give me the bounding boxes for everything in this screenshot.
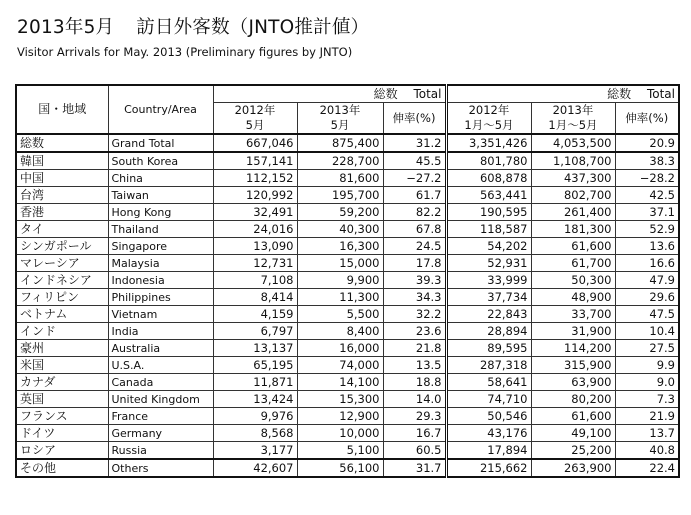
cell-2013-may: 12,900: [297, 408, 383, 425]
header-group-ytd: 総数 Total: [446, 85, 679, 103]
cell-growth-month: −27.2: [383, 170, 446, 187]
cell-growth-month: 34.3: [383, 289, 446, 306]
cell-growth-ytd: 47.9: [615, 272, 679, 289]
cell-2013-ytd: 63,900: [531, 374, 615, 391]
table-row: [16, 272, 679, 289]
table-row: [16, 187, 679, 204]
cell-growth-month: 67.8: [383, 221, 446, 238]
cell-growth-ytd: 22.4: [615, 459, 679, 477]
cell-2012-may: 667,046: [213, 134, 297, 152]
header-country-en: Country/Area: [108, 85, 213, 134]
cell-2012-ytd: 3,351,426: [446, 134, 531, 152]
cell-2013-ytd: 25,200: [531, 442, 615, 460]
header-country-jp: 国・地域: [16, 85, 108, 134]
table-row: [16, 204, 679, 221]
cell-country-jp: 総数: [16, 134, 108, 152]
title-date: 2013年5月: [17, 17, 115, 38]
cell-country-jp: 豪州: [16, 340, 108, 357]
table-row: [16, 425, 679, 442]
cell-country-jp: 台湾: [16, 187, 108, 204]
cell-country-en: Philippines: [108, 289, 213, 306]
cell-2012-may: 6,797: [213, 323, 297, 340]
cell-2013-may: 10,000: [297, 425, 383, 442]
cell-growth-month: 24.5: [383, 238, 446, 255]
page-title: [17, 13, 369, 39]
cell-2013-may: 195,700: [297, 187, 383, 204]
cell-2012-ytd: 43,176: [446, 425, 531, 442]
cell-growth-month: 32.2: [383, 306, 446, 323]
cell-growth-ytd: 9.9: [615, 357, 679, 374]
table-row: [16, 152, 679, 170]
cell-2013-may: 228,700: [297, 152, 383, 170]
cell-country-en: United Kingdom: [108, 391, 213, 408]
cell-2013-may: 81,600: [297, 170, 383, 187]
cell-country-jp: カナダ: [16, 374, 108, 391]
cell-2012-may: 24,016: [213, 221, 297, 238]
cell-2013-may: 15,000: [297, 255, 383, 272]
cell-growth-ytd: 40.8: [615, 442, 679, 460]
cell-2013-ytd: 61,600: [531, 408, 615, 425]
cell-country-en: Vietnam: [108, 306, 213, 323]
cell-country-en: Germany: [108, 425, 213, 442]
cell-country-en: U.S.A.: [108, 357, 213, 374]
cell-2013-may: 15,300: [297, 391, 383, 408]
cell-2013-ytd: 1,108,700: [531, 152, 615, 170]
cell-2013-ytd: 31,900: [531, 323, 615, 340]
cell-2012-ytd: 50,546: [446, 408, 531, 425]
cell-growth-ytd: 10.4: [615, 323, 679, 340]
cell-2013-ytd: 61,600: [531, 238, 615, 255]
cell-country-en: Hong Kong: [108, 204, 213, 221]
cell-2012-may: 12,731: [213, 255, 297, 272]
cell-2012-ytd: 58,641: [446, 374, 531, 391]
cell-2012-may: 13,090: [213, 238, 297, 255]
cell-growth-ytd: 16.6: [615, 255, 679, 272]
cell-2012-may: 13,424: [213, 391, 297, 408]
cell-2013-may: 11,300: [297, 289, 383, 306]
cell-growth-month: 31.2: [383, 134, 446, 152]
table-row: [16, 374, 679, 391]
cell-growth-ytd: 47.5: [615, 306, 679, 323]
cell-2012-may: 8,568: [213, 425, 297, 442]
table-row: [16, 306, 679, 323]
cell-country-jp: 英国: [16, 391, 108, 408]
header-2012-may: 2012年 5月: [213, 103, 297, 135]
table-row: [16, 238, 679, 255]
cell-country-jp: タイ: [16, 221, 108, 238]
cell-2013-ytd: 33,700: [531, 306, 615, 323]
header-2013-may: 2013年 5月: [297, 103, 383, 135]
cell-growth-ytd: 7.3: [615, 391, 679, 408]
cell-2013-ytd: 48,900: [531, 289, 615, 306]
cell-2013-may: 9,900: [297, 272, 383, 289]
cell-country-jp: マレーシア: [16, 255, 108, 272]
cell-2013-ytd: 114,200: [531, 340, 615, 357]
visitor-arrivals-table: [15, 84, 680, 478]
cell-country-en: Australia: [108, 340, 213, 357]
cell-growth-ytd: 38.3: [615, 152, 679, 170]
cell-2013-may: 74,000: [297, 357, 383, 374]
cell-growth-month: 61.7: [383, 187, 446, 204]
table-row: [16, 408, 679, 425]
cell-2012-ytd: 215,662: [446, 459, 531, 477]
cell-growth-ytd: 21.9: [615, 408, 679, 425]
cell-2012-ytd: 89,595: [446, 340, 531, 357]
cell-2012-may: 13,137: [213, 340, 297, 357]
cell-2012-may: 11,871: [213, 374, 297, 391]
table-row: [16, 340, 679, 357]
cell-2013-ytd: 437,300: [531, 170, 615, 187]
cell-growth-ytd: 20.9: [615, 134, 679, 152]
table-row: [16, 255, 679, 272]
cell-2012-may: 9,976: [213, 408, 297, 425]
cell-growth-ytd: 52.9: [615, 221, 679, 238]
cell-2013-may: 5,100: [297, 442, 383, 460]
cell-2012-ytd: 52,931: [446, 255, 531, 272]
cell-growth-month: 18.8: [383, 374, 446, 391]
cell-2012-may: 120,992: [213, 187, 297, 204]
cell-2013-may: 14,100: [297, 374, 383, 391]
cell-2012-may: 4,159: [213, 306, 297, 323]
cell-country-en: Russia: [108, 442, 213, 460]
cell-2012-ytd: 287,318: [446, 357, 531, 374]
cell-country-jp: インドネシア: [16, 272, 108, 289]
cell-country-en: South Korea: [108, 152, 213, 170]
cell-growth-month: 23.6: [383, 323, 446, 340]
cell-2012-may: 3,177: [213, 442, 297, 460]
cell-2013-may: 16,000: [297, 340, 383, 357]
cell-2012-ytd: 17,894: [446, 442, 531, 460]
cell-2012-may: 65,195: [213, 357, 297, 374]
cell-2013-ytd: 263,900: [531, 459, 615, 477]
cell-2012-ytd: 563,441: [446, 187, 531, 204]
cell-2012-may: 42,607: [213, 459, 297, 477]
cell-growth-month: 31.7: [383, 459, 446, 477]
table-row: [16, 323, 679, 340]
cell-growth-month: 13.5: [383, 357, 446, 374]
cell-country-en: China: [108, 170, 213, 187]
cell-2012-ytd: 54,202: [446, 238, 531, 255]
page-subtitle: Visitor Arrivals for May. 2013 (Preliminary figures by JNTO): [17, 45, 353, 59]
cell-growth-month: 45.5: [383, 152, 446, 170]
cell-2013-ytd: 315,900: [531, 357, 615, 374]
cell-growth-month: 16.7: [383, 425, 446, 442]
table-row: [16, 134, 679, 152]
title-main: 訪日外客数（JNTO推計値）: [136, 17, 370, 38]
cell-2013-may: 16,300: [297, 238, 383, 255]
cell-country-en: Indonesia: [108, 272, 213, 289]
cell-2013-ytd: 4,053,500: [531, 134, 615, 152]
cell-country-en: Others: [108, 459, 213, 477]
cell-2012-may: 8,414: [213, 289, 297, 306]
cell-2013-may: 5,500: [297, 306, 383, 323]
cell-2013-ytd: 80,200: [531, 391, 615, 408]
cell-2012-ytd: 22,843: [446, 306, 531, 323]
cell-country-jp: その他: [16, 459, 108, 477]
cell-country-jp: ドイツ: [16, 425, 108, 442]
cell-2012-ytd: 74,710: [446, 391, 531, 408]
cell-growth-month: 21.8: [383, 340, 446, 357]
cell-2012-may: 32,491: [213, 204, 297, 221]
cell-2012-ytd: 28,894: [446, 323, 531, 340]
cell-2013-may: 56,100: [297, 459, 383, 477]
cell-2012-ytd: 37,734: [446, 289, 531, 306]
cell-country-jp: フランス: [16, 408, 108, 425]
cell-country-jp: シンガポール: [16, 238, 108, 255]
cell-country-en: France: [108, 408, 213, 425]
table-row: [16, 442, 679, 460]
cell-country-en: Malaysia: [108, 255, 213, 272]
cell-growth-ytd: 9.0: [615, 374, 679, 391]
cell-growth-month: 60.5: [383, 442, 446, 460]
cell-2013-ytd: 181,300: [531, 221, 615, 238]
header-2012-ytd: 2012年 1月～5月: [446, 103, 531, 135]
cell-2013-may: 875,400: [297, 134, 383, 152]
cell-growth-ytd: 13.6: [615, 238, 679, 255]
cell-country-en: Taiwan: [108, 187, 213, 204]
cell-country-en: Thailand: [108, 221, 213, 238]
cell-country-jp: 米国: [16, 357, 108, 374]
cell-country-en: Singapore: [108, 238, 213, 255]
cell-2012-may: 7,108: [213, 272, 297, 289]
cell-2012-ytd: 33,999: [446, 272, 531, 289]
cell-2013-ytd: 50,300: [531, 272, 615, 289]
cell-country-jp: 香港: [16, 204, 108, 221]
cell-2012-may: 157,141: [213, 152, 297, 170]
table-row: [16, 221, 679, 238]
cell-growth-ytd: 42.5: [615, 187, 679, 204]
cell-country-jp: インド: [16, 323, 108, 340]
cell-2013-may: 8,400: [297, 323, 383, 340]
cell-country-en: India: [108, 323, 213, 340]
cell-2013-ytd: 261,400: [531, 204, 615, 221]
table-row: [16, 459, 679, 477]
header-growth-month: 伸率(%): [383, 103, 446, 135]
cell-country-en: Canada: [108, 374, 213, 391]
header-group-month: 総数 Total: [213, 85, 446, 103]
cell-2013-ytd: 49,100: [531, 425, 615, 442]
cell-growth-month: 82.2: [383, 204, 446, 221]
cell-growth-ytd: −28.2: [615, 170, 679, 187]
header-growth-ytd: 伸率(%): [615, 103, 679, 135]
cell-growth-month: 14.0: [383, 391, 446, 408]
cell-growth-ytd: 13.7: [615, 425, 679, 442]
cell-2012-may: 112,152: [213, 170, 297, 187]
cell-growth-month: 29.3: [383, 408, 446, 425]
cell-country-jp: フィリピン: [16, 289, 108, 306]
table-body: [16, 134, 679, 477]
cell-country-jp: ベトナム: [16, 306, 108, 323]
table-header: [16, 85, 679, 134]
cell-growth-ytd: 27.5: [615, 340, 679, 357]
cell-2013-may: 40,300: [297, 221, 383, 238]
cell-country-jp: 韓国: [16, 152, 108, 170]
cell-2012-ytd: 801,780: [446, 152, 531, 170]
cell-2012-ytd: 608,878: [446, 170, 531, 187]
cell-2013-may: 59,200: [297, 204, 383, 221]
cell-2012-ytd: 190,595: [446, 204, 531, 221]
cell-country-en: Grand Total: [108, 134, 213, 152]
table-row: [16, 289, 679, 306]
cell-2013-ytd: 802,700: [531, 187, 615, 204]
cell-2012-ytd: 118,587: [446, 221, 531, 238]
header-2013-ytd: 2013年 1月～5月: [531, 103, 615, 135]
cell-growth-ytd: 29.6: [615, 289, 679, 306]
table-row: [16, 357, 679, 374]
cell-growth-month: 17.8: [383, 255, 446, 272]
cell-growth-ytd: 37.1: [615, 204, 679, 221]
cell-country-jp: 中国: [16, 170, 108, 187]
table-row: [16, 170, 679, 187]
cell-2013-ytd: 61,700: [531, 255, 615, 272]
table-row: [16, 391, 679, 408]
cell-country-jp: ロシア: [16, 442, 108, 460]
cell-growth-month: 39.3: [383, 272, 446, 289]
